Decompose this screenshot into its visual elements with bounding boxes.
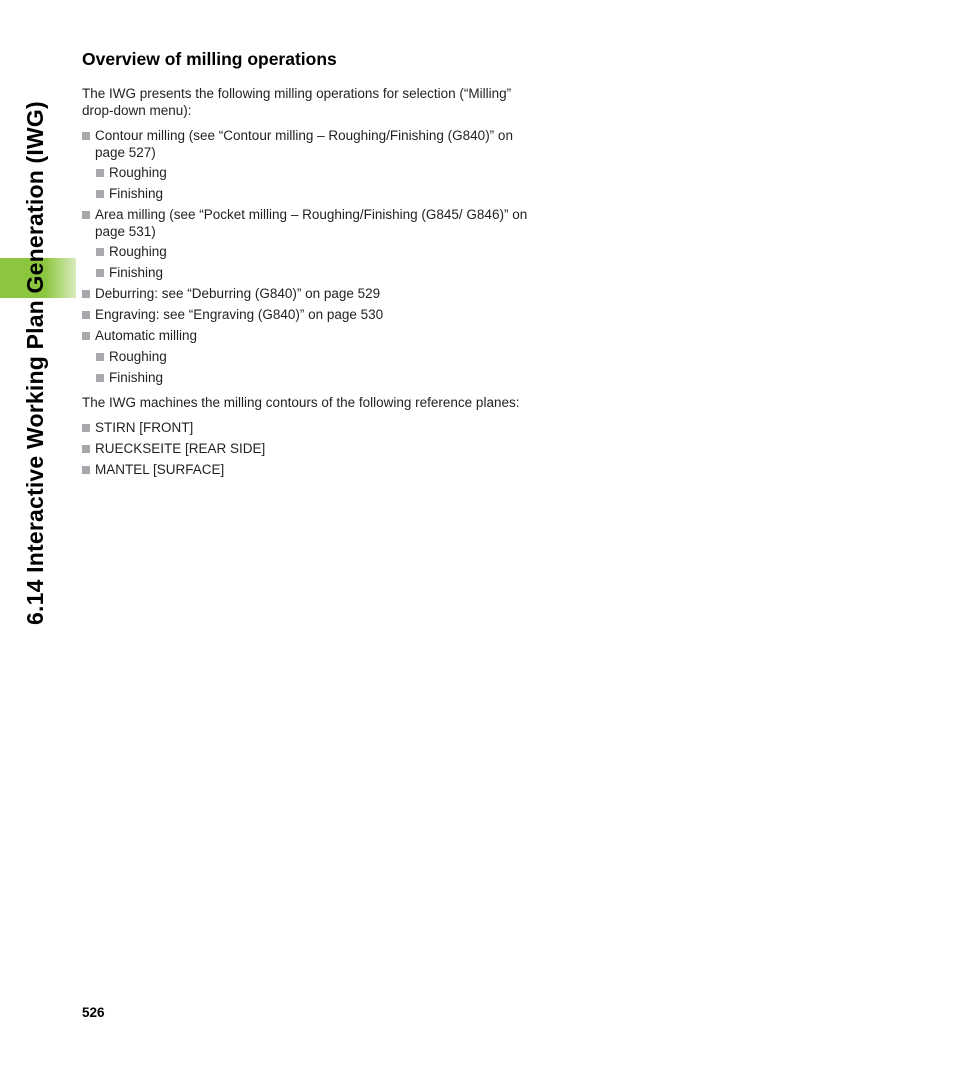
sub-list-item-text: Finishing — [109, 369, 164, 385]
sub-list-item — [82, 165, 532, 182]
square-bullet-icon — [82, 466, 90, 474]
square-bullet-icon — [96, 374, 104, 382]
square-bullet-icon — [96, 269, 104, 277]
list-item-text: Engraving: see “Engraving (G840)” on page 530 — [95, 307, 384, 322]
reference-planes-list — [82, 420, 532, 479]
sub-list-item-text: Finishing — [109, 265, 164, 280]
sub-list — [95, 244, 532, 282]
list-item — [82, 420, 532, 437]
list-item-text: RUECKSEITE [REAR SIDE] — [95, 440, 266, 456]
list-item — [82, 328, 532, 386]
sub-list-item-text: Roughing — [109, 244, 167, 259]
intro-paragraph: The IWG presents the following milling operations for selection (“Milling” drop-down menu): — [82, 86, 512, 118]
list-item — [82, 128, 532, 203]
list-item — [82, 441, 532, 458]
list-item — [82, 462, 532, 479]
chapter-side-title: 6.14 Interactive Working Plan Generation (IWG) — [22, 101, 48, 625]
planes-intro-paragraph: The IWG machines the milling contours of the following reference planes: — [82, 395, 520, 410]
square-bullet-icon — [96, 169, 104, 177]
sub-list-item — [82, 370, 532, 387]
square-bullet-icon — [82, 290, 90, 298]
list-item-text: Contour milling (see “Contour milling – Roughing/Finishing (G840)” on page 527) — [95, 128, 513, 160]
page-number: 526 — [82, 1005, 105, 1020]
sub-list-item-text: Roughing — [109, 348, 167, 364]
sub-list-item — [82, 265, 532, 282]
section-heading: Overview of milling operations — [82, 49, 337, 69]
list-item-text: Area milling (see “Pocket milling – Roughing/Finishing (G845/ G846)” on page 531) — [95, 207, 528, 239]
sub-list — [95, 165, 532, 203]
square-bullet-icon — [82, 445, 90, 453]
list-item — [82, 286, 532, 303]
list-item-text: MANTEL [SURFACE] — [95, 461, 225, 477]
sub-list-item — [82, 349, 532, 366]
list-item — [82, 207, 532, 282]
square-bullet-icon — [82, 211, 90, 219]
sub-list-item — [82, 186, 532, 203]
list-item-text: STIRN [FRONT] — [95, 419, 194, 435]
list-item-text: Deburring: see “Deburring (G840)” on page 529 — [95, 286, 381, 301]
square-bullet-icon — [96, 190, 104, 198]
main-content — [82, 48, 532, 478]
square-bullet-icon — [82, 424, 90, 432]
square-bullet-icon — [82, 332, 90, 340]
sub-list-item-text: Finishing — [109, 186, 164, 201]
list-item — [82, 307, 532, 324]
operations-list — [82, 128, 532, 386]
square-bullet-icon — [82, 311, 90, 319]
square-bullet-icon — [96, 248, 104, 256]
sub-list-item — [82, 244, 532, 261]
square-bullet-icon — [96, 353, 104, 361]
square-bullet-icon — [82, 132, 90, 140]
sub-list-item-text: Roughing — [109, 165, 167, 180]
sub-list — [95, 349, 532, 387]
list-item-text: Automatic milling — [95, 328, 198, 343]
